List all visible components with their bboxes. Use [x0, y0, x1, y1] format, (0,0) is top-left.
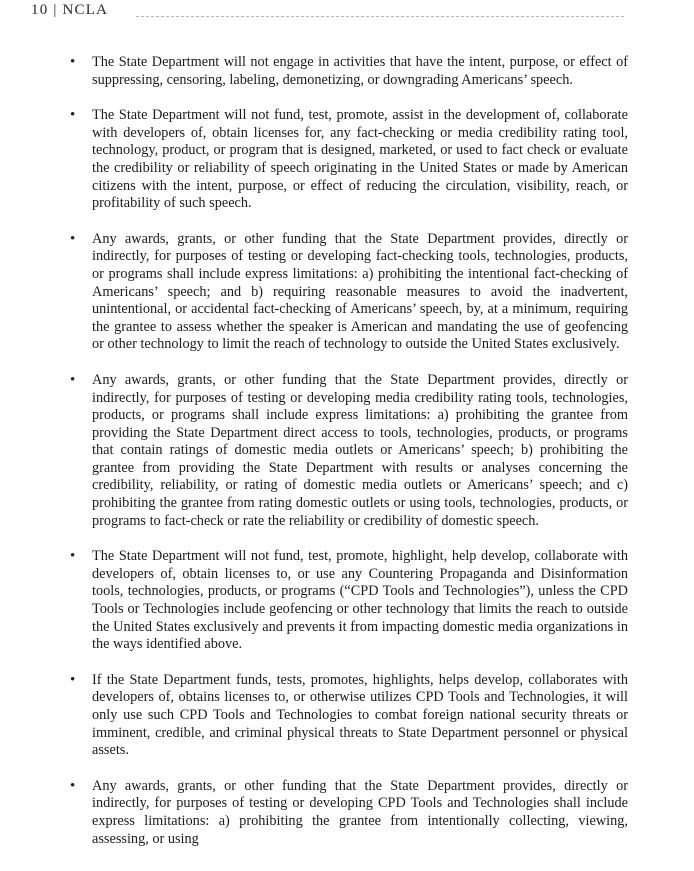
- bullet-dot: •: [70, 371, 76, 388]
- bullet-item: [70, 107, 628, 213]
- header-rule: [136, 16, 624, 17]
- page-header: [31, 2, 108, 19]
- bullet-item: [70, 777, 628, 848]
- bullet-list: [0, 54, 694, 866]
- bullet-text: Any awards, grants, or other funding that the State Department provides, directly or indirectly, for purposes of testing or developing media credibility rating tools, technologies, products, or programs shall include express limitations: a) prohibiting the grantee from providing the State Department direct access to tools, technologies, products, or programs that contain ratings of domestic media outlets or Americans’ speech; b) prohibiting the grantee from providing the State Department with results or analyses concerning the credibility, reliability, or rating of domestic media outlets or Americans’ speech; and c) prohibiting the grantee from rating domestic outlets or using tools, technologies, products, or programs to fact-check or rate the reliability or credibility of domestic speech.: [92, 371, 628, 529]
- bullet-item: [70, 548, 628, 654]
- bullet-item: [70, 671, 628, 760]
- bullet-dot: •: [70, 548, 76, 565]
- bullet-text: If the State Department funds, tests, promotes, highlights, helps develop, collaborates with developers of, obtains licenses to, or otherwise utilizes CPD Tools and Technologies, it will only use such CPD Tools and Technologies to combat foreign national security threats or imminent, credible, and criminal physical threats to State Department personnel or physical assets.: [92, 671, 628, 759]
- bullet-text: Any awards, grants, or other funding that the State Department provides, directly or indirectly, for purposes of testing or developing CPD Tools and Technologies shall include express limitations: a) prohibiting the grantee from intentionally collecting, viewing, assessing, or using: [92, 777, 628, 847]
- bullet-text: The State Department will not engage in activities that have the intent, purpose, or effect of suppressing, censoring, labeling, demonetizing, or downgrading Americans’ speech.: [92, 54, 628, 88]
- header-org: NCLA: [62, 2, 109, 18]
- bullet-item: [70, 230, 628, 354]
- bullet-text: The State Department will not fund, test, promote, highlight, help develop, collaborate with developers of, obtain licenses to, or use any Countering Propaganda and Disinformation tools, technologies, products, or programs (“CPD Tools and Technologies”), unless the CPD Tools or Technologies include geofencing or other technology that limits the reach to outside the United States exclusively and prevents it from impacting domestic media organizations in the ways identified above.: [92, 548, 628, 653]
- header-separator: |: [53, 2, 58, 18]
- bullet-dot: •: [70, 107, 76, 124]
- bullet-item: [70, 54, 628, 89]
- bullet-dot: •: [70, 671, 76, 688]
- bullet-item: [70, 371, 628, 530]
- bullet-dot: •: [70, 54, 76, 70]
- page-number: 10: [31, 2, 49, 18]
- bullet-text: Any awards, grants, or other funding that the State Department provides, directly or indirectly, for purposes of testing or developing fact-checking tools, technologies, products, or programs shall include express limitations: a) prohibiting the intentional fact-checking of Americans’ speech; and b) requiring reasonable measures to avoid the inadvertent, unintentional, or accidental fact-checking of Americans’ speech, by, at a minimum, requiring the grantee to assess whether the speaker is American and mandating the use of geofencing or other technology to limit the reach of technology to outside the United States exclusively.: [92, 230, 628, 353]
- bullet-dot: •: [70, 777, 76, 794]
- bullet-dot: •: [70, 230, 76, 247]
- bullet-text: The State Department will not fund, test, promote, assist in the development of, collaborate with developers of, obtain licenses for, any fact-checking or media credibility rating tool, technology, product, or program that is designed, marketed, or used to fact check or evaluate the credibility or reliability of speech originating in the United States or made by American citizens with the intent, purpose, or effect of reducing the circulation, visibility, reach, or profitability of such speech.: [92, 107, 628, 212]
